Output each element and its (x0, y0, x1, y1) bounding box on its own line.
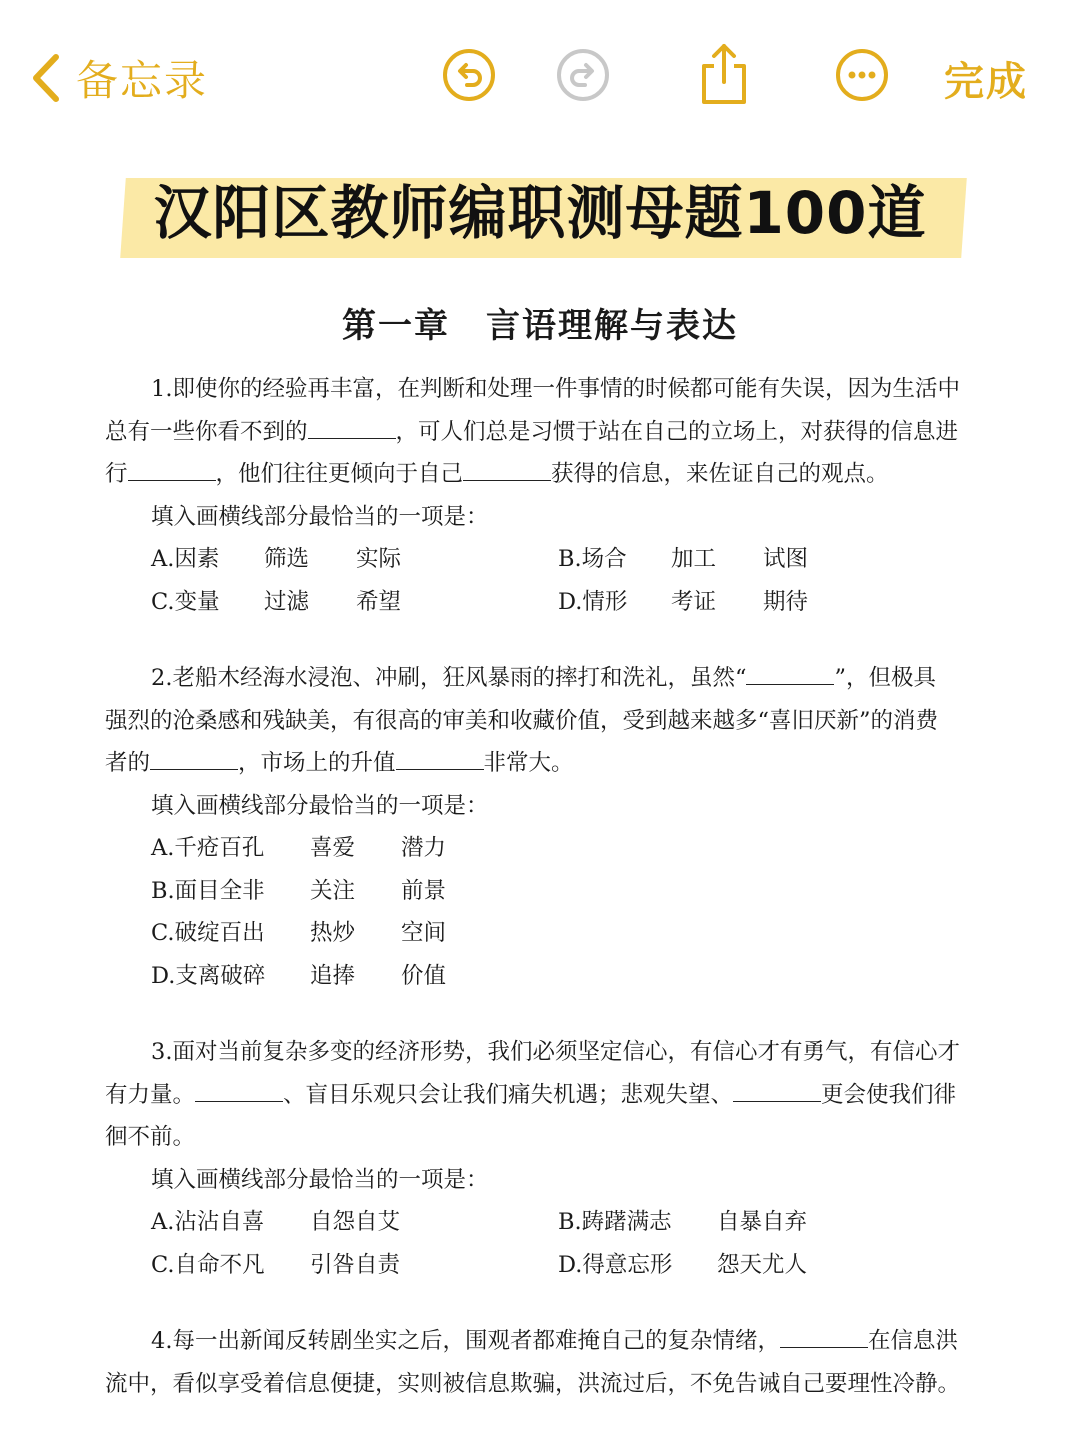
chapter-number: 第一章 (342, 306, 450, 346)
q2-line-1: 2.老船木经海水浸泡、冲刷，狂风暴雨的摔打和洗礼，虽然“ ”，但极具 (105, 657, 965, 700)
chevron-left-icon (30, 53, 62, 103)
answer-blank (780, 1321, 868, 1348)
q3-prompt: 填入画横线部分最恰当的一项是： (151, 1166, 489, 1193)
chapter-name: 言语理解与表达 (486, 306, 738, 346)
note-title: 汉阳区教师编职测母题100道 (129, 160, 950, 254)
option-c: C.自命不凡 引咎自责 (151, 1251, 401, 1278)
question-1 (105, 368, 965, 623)
chapter-heading (0, 298, 1080, 347)
back-button[interactable] (30, 48, 208, 108)
q2-line-2: 强烈的沧桑感和残缺美，有很高的审美和收藏价值，受到越来越多“喜旧厌新”的消费 (105, 707, 939, 734)
option-a: A.沾沾自喜 自怨自艾 (151, 1209, 401, 1235)
answer-blank (746, 658, 834, 685)
q3-line-3: 徊不前。 (105, 1124, 196, 1150)
option-c: C.破绽百出 热炒 空间 (151, 920, 447, 946)
answer-blank (463, 454, 551, 481)
q4-line-1: 4.每一出新闻反转剧坐实之后，围观者都难掩自己的复杂情绪， 在信息洪 (105, 1320, 965, 1363)
q2-options (105, 827, 965, 997)
q1-line-2: 总有一些你看不到的 ，可人们总是习惯于站在自己的立场上，对获得的信息进 (105, 411, 965, 454)
answer-blank (733, 1075, 821, 1102)
question-3 (105, 1031, 965, 1286)
note-title-wrap (0, 160, 1080, 254)
option-c: C.变量 过滤 希望 (151, 588, 402, 615)
q3-line-2: 有力量。 、盲目乐观只会让我们痛失机遇；悲观失望、 更会使我们徘 (105, 1074, 965, 1117)
question-2 (105, 657, 965, 997)
q1-options (105, 538, 965, 623)
option-b: B.踌躇满志 自暴自弃 (558, 1209, 808, 1235)
q1-line-1: 1.即使你的经验再丰富，在判断和处理一件事情的时候都可能有失误，因为生活中 (151, 376, 960, 402)
option-b: B.面目全非 关注 前景 (151, 877, 447, 904)
option-d: D.情形 考证 期待 (558, 588, 809, 615)
q1-prompt: 填入画横线部分最恰当的一项是： (151, 503, 489, 530)
more-icon[interactable] (834, 47, 890, 103)
back-label: 备忘录 (76, 56, 209, 105)
option-a: A.千疮百孔 喜爱 潜力 (151, 835, 447, 861)
option-d: D.得意忘形 怨天尤人 (558, 1251, 808, 1278)
answer-blank (396, 743, 484, 770)
option-a: A.因素 筛选 实际 (151, 546, 402, 572)
q3-options (105, 1201, 965, 1286)
question-4 (105, 1320, 965, 1405)
note-body[interactable] (105, 368, 965, 1405)
answer-blank (150, 743, 238, 770)
done-button[interactable]: 完成 (944, 59, 1028, 105)
answer-blank (128, 454, 216, 481)
answer-blank (195, 1075, 283, 1102)
q2-prompt: 填入画横线部分最恰当的一项是： (151, 792, 489, 819)
share-icon[interactable] (696, 42, 752, 106)
undo-icon[interactable] (441, 47, 497, 103)
q1-line-3: 行 ，他们往往更倾向于自己 获得的信息，来佐证自己的观点。 (105, 453, 965, 496)
notes-toolbar (0, 0, 1080, 150)
q2-line-3: 者的 ，市场上的升值 非常大。 (105, 742, 965, 785)
answer-blank (308, 412, 396, 439)
redo-icon[interactable] (555, 47, 611, 103)
q3-line-1: 3.面对当前复杂多变的经济形势，我们必须坚定信心，有信心才有勇气，有信心才 (151, 1039, 960, 1065)
option-b: B.场合 加工 试图 (558, 546, 809, 572)
option-d: D.支离破碎 追捧 价值 (151, 962, 447, 989)
q4-line-2: 流中，看似享受着信息便捷，实则被信息欺骗，洪流过后，不免告诫自己要理性冷静。 (105, 1370, 961, 1397)
